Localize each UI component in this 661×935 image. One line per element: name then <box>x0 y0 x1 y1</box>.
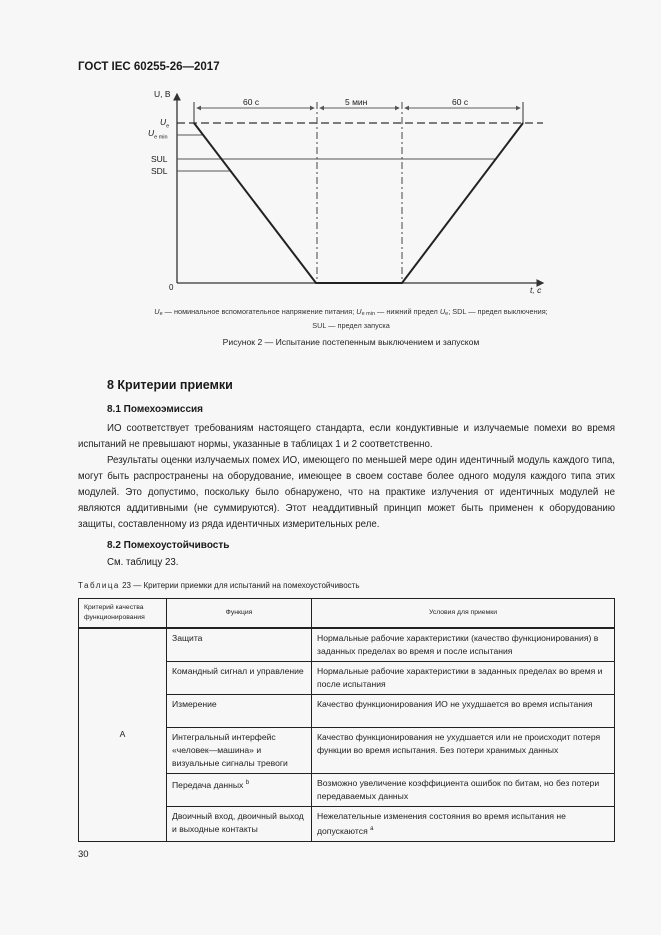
condition-cell: Нежелательные изменения состояния во время испытания не допускаются $^a$ <box>312 807 615 842</box>
interval-3-label: 60 с <box>452 97 469 107</box>
document-header: ГОСТ IEC 60255-26—2017 <box>78 61 220 73</box>
acceptance-criteria-table <box>78 598 615 842</box>
y-axis-label: U, В <box>154 89 171 99</box>
table-reference: См. таблицу 23. <box>107 557 179 568</box>
level-label-sul: SUL <box>151 154 168 164</box>
condition-cell: Возможно увеличение коэффициента ошибок по битам, но без потери передаваемых данных <box>312 774 615 807</box>
voltage-time-diagram <box>0 0 661 300</box>
function-cell: Интегральный интерфейс «человек—машина» и визуальные сигналы тревоги <box>167 728 312 774</box>
function-cell: Командный сигнал и управление <box>167 662 312 695</box>
condition-cell: Качество функционирования не ухудшается или не происходит потеря функции во время испытания. Без потери хранимых данных <box>312 728 615 774</box>
interval-2-label: 5 мин <box>345 97 368 107</box>
table-row <box>79 628 615 662</box>
voltage-curve <box>194 123 523 283</box>
section-title: 8 Критерии приемки <box>107 378 233 392</box>
page-number: 30 <box>78 849 89 860</box>
function-cell: Защита <box>167 628 312 662</box>
column-header: Критерий качества функционирования <box>79 599 167 629</box>
function-cell: Передача данных $^b$ <box>167 774 312 807</box>
level-label-ue: $U_e$ <box>160 117 170 130</box>
function-cell: Измерение <box>167 695 312 728</box>
level-label-sdl: SDL <box>151 166 168 176</box>
origin-label: 0 <box>169 283 174 292</box>
function-cell: Двоичный вход, двоичный выход и выходные контакты <box>167 807 312 842</box>
figure-caption: Рисунок 2 — Испытание постепенным выключением и запуском <box>222 337 480 347</box>
x-axis-label: t, с <box>530 285 542 295</box>
subsection-title-8-1: 8.1 Помехоэмиссия <box>107 404 204 415</box>
paragraph: ИО соответствует требованиям настоящего стандарта, если кондуктивные и излучаемые помехи во время испытаний не превышают нормы, указанные в таблицах 1 и 2 соответственно. <box>78 423 615 450</box>
interval-1-label: 60 с <box>243 97 260 107</box>
table-header-row <box>79 599 615 629</box>
condition-cell: Нормальные рабочие характеристики в заданных пределах во время и после испытания <box>312 662 615 695</box>
subsection-title-8-2: 8.2 Помехоустойчивость <box>107 540 230 551</box>
condition-cell: Нормальные рабочие характеристики (качество функционирования) в заданных пределах во время и после испытания <box>312 628 615 662</box>
level-label-uemin: $U_{e min}$ <box>148 128 168 141</box>
condition-cell: Качество функционирования ИО не ухудшается во время испытания <box>312 695 615 728</box>
criterion-cell: А <box>79 628 167 841</box>
column-header: Функция <box>167 599 312 629</box>
column-header: Условия для приемки <box>312 599 615 629</box>
paragraph: Результаты оценки излучаемых помех ИО, имеющего по меньшей мере один идентичный модуль каждого типа, могут быть распространены на оборудование, имеющее в своем составе более одного модуля каждого типа этих модулей. Это допустимо, поскольку было обнаружено, что на практике излучения от идентичных модулей не являются аддитивными (не суммируются). Этот неаддитивный принцип может быть применен к оборудованию защиты, составленному из ряда идентичных измерительных реле. <box>78 455 615 530</box>
figure-legend: $U_e$ — номинальное вспомогательное напряжение питания; $U_{e min}$ — нижний предел $U_e$; SDL — предел выключения; SUL — предел запуска <box>154 307 548 330</box>
table-caption: Таблица 23 — Критерии приемки для испытаний на помехоустойчивость <box>78 581 360 590</box>
